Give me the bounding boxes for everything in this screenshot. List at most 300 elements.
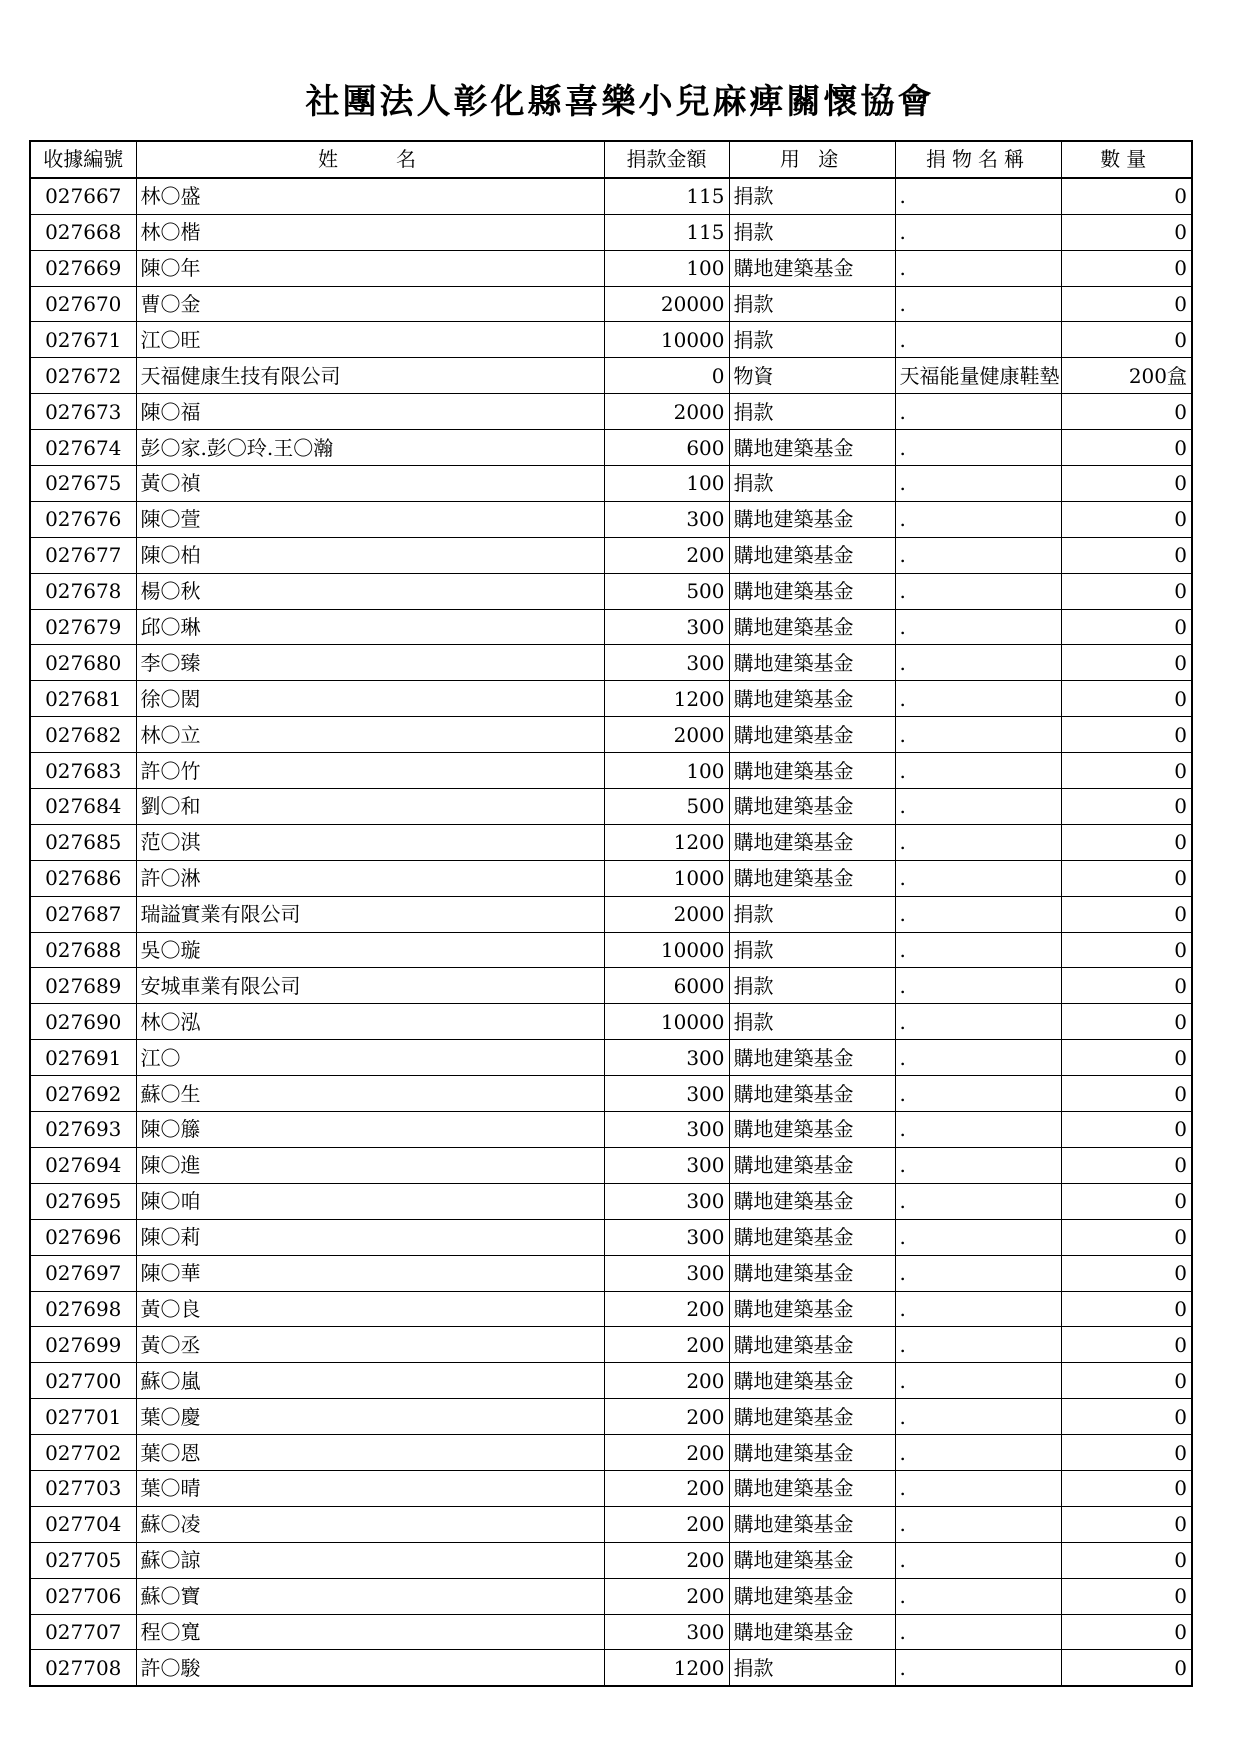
table-row xyxy=(30,717,1192,753)
purpose-cell: 捐款 xyxy=(729,394,895,430)
amount-cell: 300 xyxy=(604,609,729,645)
donor-name-cell: 陳〇福 xyxy=(136,394,604,430)
quantity-cell: 0 xyxy=(1061,250,1192,286)
purpose-cell: 捐款 xyxy=(729,286,895,322)
table-row xyxy=(30,968,1192,1004)
quantity-cell: 0 xyxy=(1061,645,1192,681)
header-item-name: 捐物名稱 xyxy=(895,141,1061,178)
purpose-cell: 捐款 xyxy=(729,896,895,932)
table-row xyxy=(30,1542,1192,1578)
receipt-number-cell: 027673 xyxy=(30,394,136,430)
table-body xyxy=(30,178,1192,1686)
item-name-cell: . xyxy=(895,1399,1061,1435)
purpose-cell: 捐款 xyxy=(729,466,895,502)
table-row xyxy=(30,501,1192,537)
item-name-cell: . xyxy=(895,1219,1061,1255)
amount-cell: 100 xyxy=(604,466,729,502)
quantity-cell: 0 xyxy=(1061,214,1192,250)
donor-name-cell: 江〇旺 xyxy=(136,322,604,358)
quantity-cell: 0 xyxy=(1061,1363,1192,1399)
table-row xyxy=(30,860,1192,896)
amount-cell: 100 xyxy=(604,753,729,789)
quantity-cell: 0 xyxy=(1061,430,1192,466)
quantity-cell: 0 xyxy=(1061,322,1192,358)
donor-name-cell: 林〇立 xyxy=(136,717,604,753)
purpose-cell: 購地建築基金 xyxy=(729,1147,895,1183)
table-row xyxy=(30,1291,1192,1327)
item-name-cell: . xyxy=(895,573,1061,609)
purpose-cell: 購地建築基金 xyxy=(729,501,895,537)
donor-name-cell: 蘇〇生 xyxy=(136,1076,604,1112)
donor-name-cell: 陳〇咱 xyxy=(136,1183,604,1219)
item-name-cell: . xyxy=(895,1040,1061,1076)
quantity-cell: 0 xyxy=(1061,1040,1192,1076)
amount-cell: 2000 xyxy=(604,394,729,430)
donor-name-cell: 程〇寬 xyxy=(136,1614,604,1650)
table-row xyxy=(30,250,1192,286)
purpose-cell: 購地建築基金 xyxy=(729,824,895,860)
amount-cell: 300 xyxy=(604,501,729,537)
amount-cell: 300 xyxy=(604,1040,729,1076)
quantity-cell: 0 xyxy=(1061,1147,1192,1183)
item-name-cell: . xyxy=(895,1112,1061,1148)
item-name-cell: . xyxy=(895,1470,1061,1506)
receipt-number-cell: 027678 xyxy=(30,573,136,609)
purpose-cell: 捐款 xyxy=(729,214,895,250)
item-name-cell: . xyxy=(895,1147,1061,1183)
amount-cell: 1200 xyxy=(604,824,729,860)
table-row xyxy=(30,1578,1192,1614)
amount-cell: 200 xyxy=(604,1435,729,1471)
purpose-cell: 捐款 xyxy=(729,178,895,214)
purpose-cell: 購地建築基金 xyxy=(729,1542,895,1578)
header-receipt-number: 收據編號 xyxy=(30,141,136,178)
page-title: 社團法人彰化縣喜樂小兒麻痺關懷協會 xyxy=(305,82,935,122)
table-row xyxy=(30,753,1192,789)
donor-name-cell: 葉〇慶 xyxy=(136,1399,604,1435)
purpose-cell: 購地建築基金 xyxy=(729,1291,895,1327)
quantity-cell: 0 xyxy=(1061,1506,1192,1542)
amount-cell: 200 xyxy=(604,1399,729,1435)
table-row xyxy=(30,1112,1192,1148)
receipt-number-cell: 027690 xyxy=(30,1004,136,1040)
amount-cell: 20000 xyxy=(604,286,729,322)
quantity-cell: 0 xyxy=(1061,753,1192,789)
table-row xyxy=(30,1219,1192,1255)
quantity-cell: 0 xyxy=(1061,1112,1192,1148)
amount-cell: 10000 xyxy=(604,932,729,968)
receipt-number-cell: 027694 xyxy=(30,1147,136,1183)
receipt-number-cell: 027689 xyxy=(30,968,136,1004)
amount-cell: 6000 xyxy=(604,968,729,1004)
item-name-cell: . xyxy=(895,1435,1061,1471)
purpose-cell: 物資 xyxy=(729,358,895,394)
table-row xyxy=(30,1470,1192,1506)
donor-name-cell: 天福健康生技有限公司 xyxy=(136,358,604,394)
item-name-cell: . xyxy=(895,537,1061,573)
item-name-cell: . xyxy=(895,753,1061,789)
receipt-number-cell: 027681 xyxy=(30,681,136,717)
receipt-number-cell: 027699 xyxy=(30,1327,136,1363)
amount-cell: 600 xyxy=(604,430,729,466)
quantity-cell: 0 xyxy=(1061,394,1192,430)
item-name-cell: . xyxy=(895,394,1061,430)
receipt-number-cell: 027683 xyxy=(30,753,136,789)
receipt-number-cell: 027684 xyxy=(30,789,136,825)
item-name-cell: . xyxy=(895,717,1061,753)
receipt-number-cell: 027672 xyxy=(30,358,136,394)
quantity-cell: 0 xyxy=(1061,1614,1192,1650)
receipt-number-cell: 027676 xyxy=(30,501,136,537)
amount-cell: 10000 xyxy=(604,1004,729,1040)
item-name-cell: . xyxy=(895,681,1061,717)
purpose-cell: 購地建築基金 xyxy=(729,860,895,896)
table-row xyxy=(30,1076,1192,1112)
table-row xyxy=(30,178,1192,214)
receipt-number-cell: 027674 xyxy=(30,430,136,466)
amount-cell: 500 xyxy=(604,789,729,825)
quantity-cell: 0 xyxy=(1061,537,1192,573)
item-name-cell: . xyxy=(895,250,1061,286)
item-name-cell: . xyxy=(895,968,1061,1004)
item-name-cell: . xyxy=(895,286,1061,322)
purpose-cell: 購地建築基金 xyxy=(729,1112,895,1148)
receipt-number-cell: 027688 xyxy=(30,932,136,968)
quantity-cell: 0 xyxy=(1061,501,1192,537)
item-name-cell: . xyxy=(895,322,1061,358)
quantity-cell: 0 xyxy=(1061,573,1192,609)
donor-name-cell: 許〇駿 xyxy=(136,1650,604,1686)
table-row xyxy=(30,358,1192,394)
purpose-cell: 捐款 xyxy=(729,1650,895,1686)
amount-cell: 300 xyxy=(604,1219,729,1255)
donor-name-cell: 安城車業有限公司 xyxy=(136,968,604,1004)
receipt-number-cell: 027705 xyxy=(30,1542,136,1578)
table-row xyxy=(30,322,1192,358)
item-name-cell: . xyxy=(895,1291,1061,1327)
quantity-cell: 0 xyxy=(1061,1183,1192,1219)
donor-name-cell: 瑞謚實業有限公司 xyxy=(136,896,604,932)
amount-cell: 115 xyxy=(604,214,729,250)
donor-name-cell: 林〇泓 xyxy=(136,1004,604,1040)
donor-name-cell: 楊〇秋 xyxy=(136,573,604,609)
amount-cell: 100 xyxy=(604,250,729,286)
donor-name-cell: 陳〇莉 xyxy=(136,1219,604,1255)
item-name-cell: . xyxy=(895,430,1061,466)
receipt-number-cell: 027687 xyxy=(30,896,136,932)
receipt-number-cell: 027703 xyxy=(30,1470,136,1506)
donor-name-cell: 陳〇籐 xyxy=(136,1112,604,1148)
item-name-cell: . xyxy=(895,214,1061,250)
purpose-cell: 捐款 xyxy=(729,968,895,1004)
item-name-cell: . xyxy=(895,860,1061,896)
purpose-cell: 購地建築基金 xyxy=(729,609,895,645)
quantity-cell: 0 xyxy=(1061,932,1192,968)
quantity-cell: 0 xyxy=(1061,824,1192,860)
amount-cell: 200 xyxy=(604,1506,729,1542)
receipt-number-cell: 027675 xyxy=(30,466,136,502)
quantity-cell: 0 xyxy=(1061,609,1192,645)
amount-cell: 1000 xyxy=(604,860,729,896)
quantity-cell: 0 xyxy=(1061,466,1192,502)
receipt-number-cell: 027696 xyxy=(30,1219,136,1255)
donor-name-cell: 蘇〇嵐 xyxy=(136,1363,604,1399)
header-row xyxy=(30,141,1192,178)
purpose-cell: 購地建築基金 xyxy=(729,753,895,789)
amount-cell: 1200 xyxy=(604,681,729,717)
item-name-cell: . xyxy=(895,1363,1061,1399)
amount-cell: 200 xyxy=(604,1578,729,1614)
receipt-number-cell: 027671 xyxy=(30,322,136,358)
donor-name-cell: 陳〇華 xyxy=(136,1255,604,1291)
quantity-cell: 0 xyxy=(1061,1255,1192,1291)
donor-name-cell: 陳〇進 xyxy=(136,1147,604,1183)
receipt-number-cell: 027692 xyxy=(30,1076,136,1112)
donor-name-cell: 吳〇璇 xyxy=(136,932,604,968)
table-row xyxy=(30,1147,1192,1183)
item-name-cell: . xyxy=(895,645,1061,681)
purpose-cell: 購地建築基金 xyxy=(729,645,895,681)
quantity-cell: 0 xyxy=(1061,1435,1192,1471)
donor-name-cell: 蘇〇諒 xyxy=(136,1542,604,1578)
donor-name-cell: 李〇臻 xyxy=(136,645,604,681)
quantity-cell: 0 xyxy=(1061,1399,1192,1435)
purpose-cell: 捐款 xyxy=(729,322,895,358)
quantity-cell: 0 xyxy=(1061,896,1192,932)
donor-name-cell: 黃〇禎 xyxy=(136,466,604,502)
receipt-number-cell: 027668 xyxy=(30,214,136,250)
purpose-cell: 購地建築基金 xyxy=(729,717,895,753)
donation-table xyxy=(29,140,1193,1687)
quantity-cell: 0 xyxy=(1061,1327,1192,1363)
table-row xyxy=(30,1327,1192,1363)
table-row xyxy=(30,466,1192,502)
purpose-cell: 購地建築基金 xyxy=(729,1435,895,1471)
item-name-cell: 天福能量健康鞋墊 xyxy=(895,358,1061,394)
item-name-cell: . xyxy=(895,1506,1061,1542)
table-row xyxy=(30,537,1192,573)
amount-cell: 1200 xyxy=(604,1650,729,1686)
amount-cell: 300 xyxy=(604,1112,729,1148)
header-name: 姓 名 xyxy=(136,141,604,178)
item-name-cell: . xyxy=(895,609,1061,645)
amount-cell: 200 xyxy=(604,1542,729,1578)
quantity-cell: 200盒 xyxy=(1061,358,1192,394)
item-name-cell: . xyxy=(895,1578,1061,1614)
donor-name-cell: 林〇楷 xyxy=(136,214,604,250)
header-amount: 捐款金額 xyxy=(604,141,729,178)
amount-cell: 300 xyxy=(604,1183,729,1219)
quantity-cell: 0 xyxy=(1061,1076,1192,1112)
donor-name-cell: 陳〇萱 xyxy=(136,501,604,537)
item-name-cell: . xyxy=(895,1076,1061,1112)
quantity-cell: 0 xyxy=(1061,1291,1192,1327)
purpose-cell: 購地建築基金 xyxy=(729,1399,895,1435)
quantity-cell: 0 xyxy=(1061,178,1192,214)
donor-name-cell: 邱〇琳 xyxy=(136,609,604,645)
receipt-number-cell: 027685 xyxy=(30,824,136,860)
table-row xyxy=(30,1435,1192,1471)
purpose-cell: 購地建築基金 xyxy=(729,1614,895,1650)
receipt-number-cell: 027686 xyxy=(30,860,136,896)
receipt-number-cell: 027682 xyxy=(30,717,136,753)
donor-name-cell: 彭〇家.彭〇玲.王〇瀚 xyxy=(136,430,604,466)
receipt-number-cell: 027679 xyxy=(30,609,136,645)
item-name-cell: . xyxy=(895,896,1061,932)
receipt-number-cell: 027667 xyxy=(30,178,136,214)
table-row xyxy=(30,394,1192,430)
amount-cell: 300 xyxy=(604,1147,729,1183)
amount-cell: 200 xyxy=(604,537,729,573)
table-row xyxy=(30,430,1192,466)
purpose-cell: 購地建築基金 xyxy=(729,1076,895,1112)
table-row xyxy=(30,1040,1192,1076)
receipt-number-cell: 027677 xyxy=(30,537,136,573)
purpose-cell: 購地建築基金 xyxy=(729,430,895,466)
item-name-cell: . xyxy=(895,466,1061,502)
item-name-cell: . xyxy=(895,789,1061,825)
table-row xyxy=(30,1399,1192,1435)
donor-name-cell: 徐〇閎 xyxy=(136,681,604,717)
donor-name-cell: 葉〇晴 xyxy=(136,1470,604,1506)
purpose-cell: 購地建築基金 xyxy=(729,250,895,286)
table-row xyxy=(30,214,1192,250)
quantity-cell: 0 xyxy=(1061,1004,1192,1040)
amount-cell: 300 xyxy=(604,1076,729,1112)
quantity-cell: 0 xyxy=(1061,1470,1192,1506)
amount-cell: 10000 xyxy=(604,322,729,358)
receipt-number-cell: 027697 xyxy=(30,1255,136,1291)
purpose-cell: 購地建築基金 xyxy=(729,1255,895,1291)
amount-cell: 200 xyxy=(604,1327,729,1363)
receipt-number-cell: 027669 xyxy=(30,250,136,286)
amount-cell: 2000 xyxy=(604,896,729,932)
table-row xyxy=(30,286,1192,322)
purpose-cell: 購地建築基金 xyxy=(729,573,895,609)
item-name-cell: . xyxy=(895,1614,1061,1650)
purpose-cell: 購地建築基金 xyxy=(729,789,895,825)
receipt-number-cell: 027691 xyxy=(30,1040,136,1076)
purpose-cell: 購地建築基金 xyxy=(729,1183,895,1219)
receipt-number-cell: 027680 xyxy=(30,645,136,681)
receipt-number-cell: 027701 xyxy=(30,1399,136,1435)
purpose-cell: 購地建築基金 xyxy=(729,1578,895,1614)
purpose-cell: 購地建築基金 xyxy=(729,1040,895,1076)
purpose-cell: 購地建築基金 xyxy=(729,1470,895,1506)
donor-name-cell: 黃〇良 xyxy=(136,1291,604,1327)
purpose-cell: 購地建築基金 xyxy=(729,1327,895,1363)
table-row xyxy=(30,1614,1192,1650)
purpose-cell: 購地建築基金 xyxy=(729,681,895,717)
receipt-number-cell: 027695 xyxy=(30,1183,136,1219)
quantity-cell: 0 xyxy=(1061,1578,1192,1614)
receipt-number-cell: 027708 xyxy=(30,1650,136,1686)
table-row xyxy=(30,1363,1192,1399)
amount-cell: 500 xyxy=(604,573,729,609)
donor-name-cell: 蘇〇寶 xyxy=(136,1578,604,1614)
amount-cell: 0 xyxy=(604,358,729,394)
item-name-cell: . xyxy=(895,501,1061,537)
purpose-cell: 購地建築基金 xyxy=(729,1363,895,1399)
amount-cell: 300 xyxy=(604,1255,729,1291)
amount-cell: 200 xyxy=(604,1470,729,1506)
receipt-number-cell: 027698 xyxy=(30,1291,136,1327)
table-row xyxy=(30,645,1192,681)
purpose-cell: 購地建築基金 xyxy=(729,1506,895,1542)
donor-name-cell: 范〇淇 xyxy=(136,824,604,860)
donor-name-cell: 許〇竹 xyxy=(136,753,604,789)
donor-name-cell: 蘇〇凌 xyxy=(136,1506,604,1542)
table-row xyxy=(30,1506,1192,1542)
item-name-cell: . xyxy=(895,1327,1061,1363)
quantity-cell: 0 xyxy=(1061,968,1192,1004)
receipt-number-cell: 027693 xyxy=(30,1112,136,1148)
quantity-cell: 0 xyxy=(1061,1542,1192,1578)
quantity-cell: 0 xyxy=(1061,789,1192,825)
purpose-cell: 購地建築基金 xyxy=(729,1219,895,1255)
amount-cell: 200 xyxy=(604,1363,729,1399)
purpose-cell: 購地建築基金 xyxy=(729,537,895,573)
item-name-cell: . xyxy=(895,1183,1061,1219)
table-row xyxy=(30,609,1192,645)
header-purpose: 用 途 xyxy=(729,141,895,178)
amount-cell: 2000 xyxy=(604,717,729,753)
donor-name-cell: 葉〇恩 xyxy=(136,1435,604,1471)
item-name-cell: . xyxy=(895,932,1061,968)
table-row xyxy=(30,789,1192,825)
item-name-cell: . xyxy=(895,824,1061,860)
amount-cell: 300 xyxy=(604,1614,729,1650)
table-row xyxy=(30,824,1192,860)
donor-name-cell: 江〇 xyxy=(136,1040,604,1076)
quantity-cell: 0 xyxy=(1061,860,1192,896)
item-name-cell: . xyxy=(895,1650,1061,1686)
donor-name-cell: 劉〇和 xyxy=(136,789,604,825)
receipt-number-cell: 027707 xyxy=(30,1614,136,1650)
receipt-number-cell: 027704 xyxy=(30,1506,136,1542)
donor-name-cell: 黃〇丞 xyxy=(136,1327,604,1363)
receipt-number-cell: 027706 xyxy=(30,1578,136,1614)
table-row xyxy=(30,1255,1192,1291)
quantity-cell: 0 xyxy=(1061,1219,1192,1255)
table-row xyxy=(30,932,1192,968)
table-row xyxy=(30,681,1192,717)
table-row xyxy=(30,1650,1192,1686)
table-row xyxy=(30,573,1192,609)
item-name-cell: . xyxy=(895,1255,1061,1291)
item-name-cell: . xyxy=(895,1542,1061,1578)
donor-name-cell: 林〇盛 xyxy=(136,178,604,214)
donor-name-cell: 陳〇柏 xyxy=(136,537,604,573)
purpose-cell: 捐款 xyxy=(729,932,895,968)
item-name-cell: . xyxy=(895,1004,1061,1040)
amount-cell: 115 xyxy=(604,178,729,214)
quantity-cell: 0 xyxy=(1061,1650,1192,1686)
donor-name-cell: 許〇淋 xyxy=(136,860,604,896)
item-name-cell: . xyxy=(895,178,1061,214)
quantity-cell: 0 xyxy=(1061,717,1192,753)
quantity-cell: 0 xyxy=(1061,286,1192,322)
amount-cell: 200 xyxy=(604,1291,729,1327)
donor-name-cell: 曹〇金 xyxy=(136,286,604,322)
table-row xyxy=(30,1004,1192,1040)
table-row xyxy=(30,896,1192,932)
quantity-cell: 0 xyxy=(1061,681,1192,717)
donor-name-cell: 陳〇年 xyxy=(136,250,604,286)
table-row xyxy=(30,1183,1192,1219)
receipt-number-cell: 027670 xyxy=(30,286,136,322)
header-quantity: 數量 xyxy=(1061,141,1192,178)
